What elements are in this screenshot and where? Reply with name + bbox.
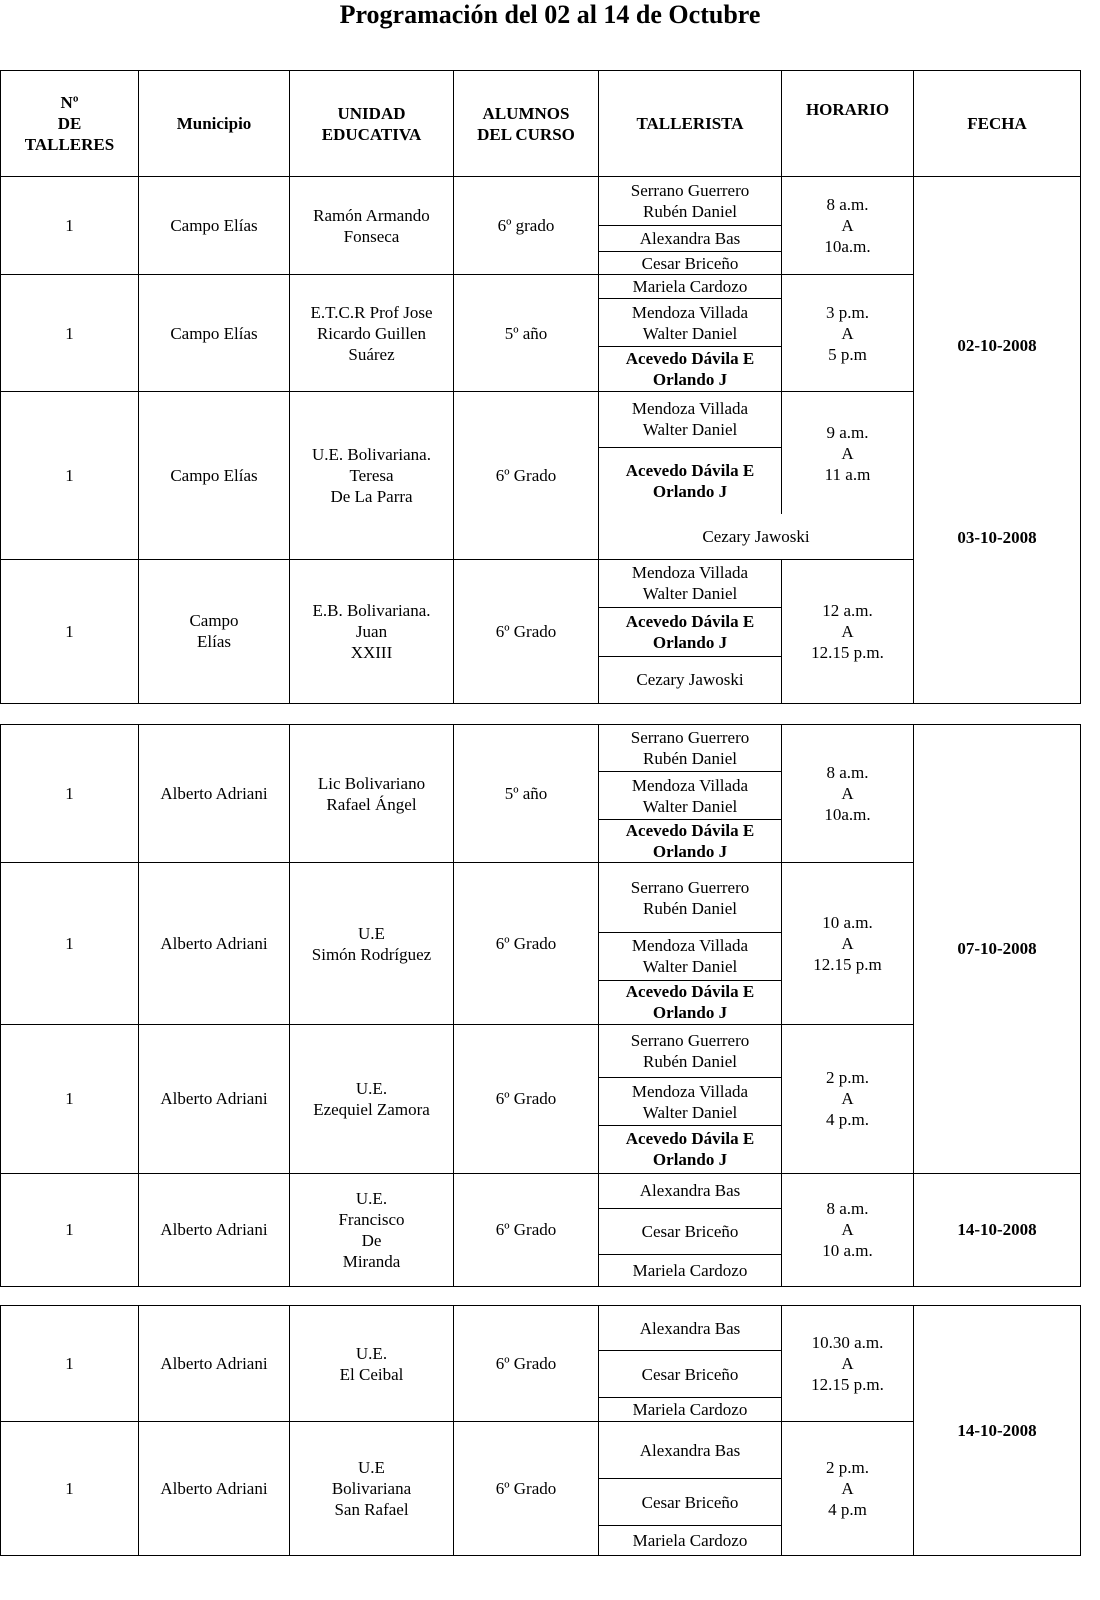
alumnos-cell: 6º Grado (454, 863, 599, 1025)
tallerista-cell: Serrano Guerrero Rubén Daniel (599, 725, 782, 772)
taller-count: 1 (1, 177, 139, 275)
table-row (1, 725, 1081, 772)
tallerista-cell: Cesar Briceño (599, 252, 782, 275)
tallerista-cell: Acevedo Dávila E Orlando J (599, 1126, 782, 1173)
taller-count: 1 (1, 1422, 139, 1556)
horario-cell: 2 p.m. A 4 p.m. (782, 1025, 914, 1174)
alumnos-cell: 6º Grado (454, 1306, 599, 1422)
unidad-cell: U.E. El Ceibal (290, 1306, 454, 1422)
tallerista-cell: Acevedo Dávila E Orlando J (599, 607, 782, 656)
alumnos-cell: 6º Grado (454, 1422, 599, 1556)
taller-count: 1 (1, 725, 139, 863)
header-municipio: Municipio (139, 71, 290, 177)
horario-cell: 3 p.m. A 5 p.m (782, 275, 914, 392)
horario-cell: 8 a.m. A 10 a.m. (782, 1173, 914, 1287)
tallerista-cell: Mendoza Villada Walter Daniel (599, 299, 782, 347)
tallerista-cell: Serrano Guerrero Rubén Daniel (599, 1025, 782, 1078)
tallerista-cell: Alexandra Bas (599, 1306, 782, 1351)
tallerista-cell: Alexandra Bas (599, 226, 782, 252)
tallerista-cell: Acevedo Dávila E Orlando J (599, 980, 782, 1024)
tallerista-cell: Mendoza Villada Walter Daniel (599, 932, 782, 980)
tallerista-cell: Acevedo Dávila E Orlando J (599, 820, 782, 863)
header-unidad-educativa: UNIDAD EDUCATIVA (290, 71, 454, 177)
taller-count: 1 (1, 863, 139, 1025)
tallerista-cell: Mendoza Villada Walter Daniel (599, 559, 782, 607)
tallerista-cell: Mariela Cardozo (599, 1398, 782, 1422)
horario-cell: 12 a.m. A 12.15 p.m. (782, 559, 914, 703)
horario-cell: 9 a.m. A 11 a.m (782, 392, 914, 514)
horario-cell: 8 a.m. A 10a.m. (782, 725, 914, 863)
alumnos-cell: 5º año (454, 725, 599, 863)
municipio-cell: Alberto Adriani (139, 863, 290, 1025)
header-fecha: FECHA (914, 71, 1081, 177)
municipio-cell: Alberto Adriani (139, 1306, 290, 1422)
page-title: Programación del 02 al 14 de Octubre (339, 0, 761, 29)
taller-count: 1 (1, 559, 139, 703)
table-header-row (1, 71, 1081, 177)
header-alumnos: ALUMNOS DEL CURSO (454, 71, 599, 177)
tallerista-cell: Alexandra Bas (599, 1422, 782, 1479)
header-horario: HORARIO (782, 71, 914, 177)
municipio-cell: Alberto Adriani (139, 1173, 290, 1287)
alumnos-cell: 6º Grado (454, 1025, 599, 1174)
taller-count: 1 (1, 1025, 139, 1174)
alumnos-cell: 6º Grado (454, 392, 599, 559)
tallerista-cell: Alexandra Bas (599, 1173, 782, 1208)
schedule-table-campo-elias (0, 70, 1081, 704)
horario-cell: 2 p.m. A 4 p.m (782, 1422, 914, 1556)
unidad-cell: U.E. Francisco De Miranda (290, 1173, 454, 1287)
municipio-cell: Alberto Adriani (139, 1422, 290, 1556)
unidad-cell: E.T.C.R Prof Jose Ricardo Guillen Suárez (290, 275, 454, 392)
tallerista-cell: Mariela Cardozo (599, 1526, 782, 1556)
unidad-cell: U.E. Bolivariana. Teresa De La Parra (290, 392, 454, 559)
horario-cell: 10 a.m. A 12.15 p.m (782, 863, 914, 1025)
taller-count: 1 (1, 1306, 139, 1422)
fecha-cell: 03-10-2008 (914, 514, 1081, 703)
table-row (1, 177, 1081, 226)
municipio-cell: Campo Elías (139, 275, 290, 392)
unidad-cell: E.B. Bolivariana. Juan XXIII (290, 559, 454, 703)
municipio-cell: Campo Elías (139, 392, 290, 559)
table-row (1, 1173, 1081, 1208)
fecha-cell: 02-10-2008 (914, 177, 1081, 514)
taller-count: 1 (1, 392, 139, 559)
fecha-cell: 07-10-2008 (914, 725, 1081, 1174)
unidad-cell: U.E Bolivariana San Rafael (290, 1422, 454, 1556)
tallerista-cell: Cesar Briceño (599, 1351, 782, 1398)
tallerista-cell: Cezary Jawoski (599, 514, 914, 559)
tallerista-cell: Mendoza Villada Walter Daniel (599, 392, 782, 447)
tallerista-cell: Acevedo Dávila E Orlando J (599, 447, 782, 514)
tallerista-cell: Mendoza Villada Walter Daniel (599, 772, 782, 820)
header-no-talleres: Nº DE TALLERES (1, 71, 139, 177)
alumnos-cell: 5º año (454, 275, 599, 392)
tallerista-cell: Acevedo Dávila E Orlando J (599, 347, 782, 392)
unidad-cell: U.E. Ezequiel Zamora (290, 1025, 454, 1174)
unidad-cell: U.E Simón Rodríguez (290, 863, 454, 1025)
municipio-cell: Alberto Adriani (139, 1025, 290, 1174)
tallerista-cell: Mariela Cardozo (599, 1254, 782, 1286)
table-row (1, 1306, 1081, 1351)
alumnos-cell: 6º Grado (454, 559, 599, 703)
tallerista-cell: Cesar Briceño (599, 1479, 782, 1526)
tallerista-cell: Cesar Briceño (599, 1208, 782, 1254)
alumnos-cell: 6º Grado (454, 1173, 599, 1287)
municipio-cell: Campo Elías (139, 559, 290, 703)
tallerista-cell: Mariela Cardozo (599, 275, 782, 299)
schedule-table-alberto-adriani-2 (0, 1305, 1081, 1556)
horario-cell: 8 a.m. A 10a.m. (782, 177, 914, 275)
unidad-cell: Lic Bolivariano Rafael Ángel (290, 725, 454, 863)
fecha-cell: 14-10-2008 (914, 1173, 1081, 1287)
tallerista-cell: Serrano Guerrero Rubén Daniel (599, 863, 782, 932)
schedule-table-alberto-adriani (0, 724, 1081, 1287)
municipio-cell: Alberto Adriani (139, 725, 290, 863)
taller-count: 1 (1, 275, 139, 392)
tallerista-cell: Serrano Guerrero Rubén Daniel (599, 177, 782, 226)
taller-count: 1 (1, 1173, 139, 1287)
horario-cell: 10.30 a.m. A 12.15 p.m. (782, 1306, 914, 1422)
municipio-cell: Campo Elías (139, 177, 290, 275)
tallerista-cell: Mendoza Villada Walter Daniel (599, 1078, 782, 1126)
fecha-cell: 14-10-2008 (914, 1306, 1081, 1556)
header-tallerista: TALLERISTA (599, 71, 782, 177)
tallerista-cell: Cezary Jawoski (599, 656, 782, 703)
alumnos-cell: 6º grado (454, 177, 599, 275)
unidad-cell: Ramón Armando Fonseca (290, 177, 454, 275)
